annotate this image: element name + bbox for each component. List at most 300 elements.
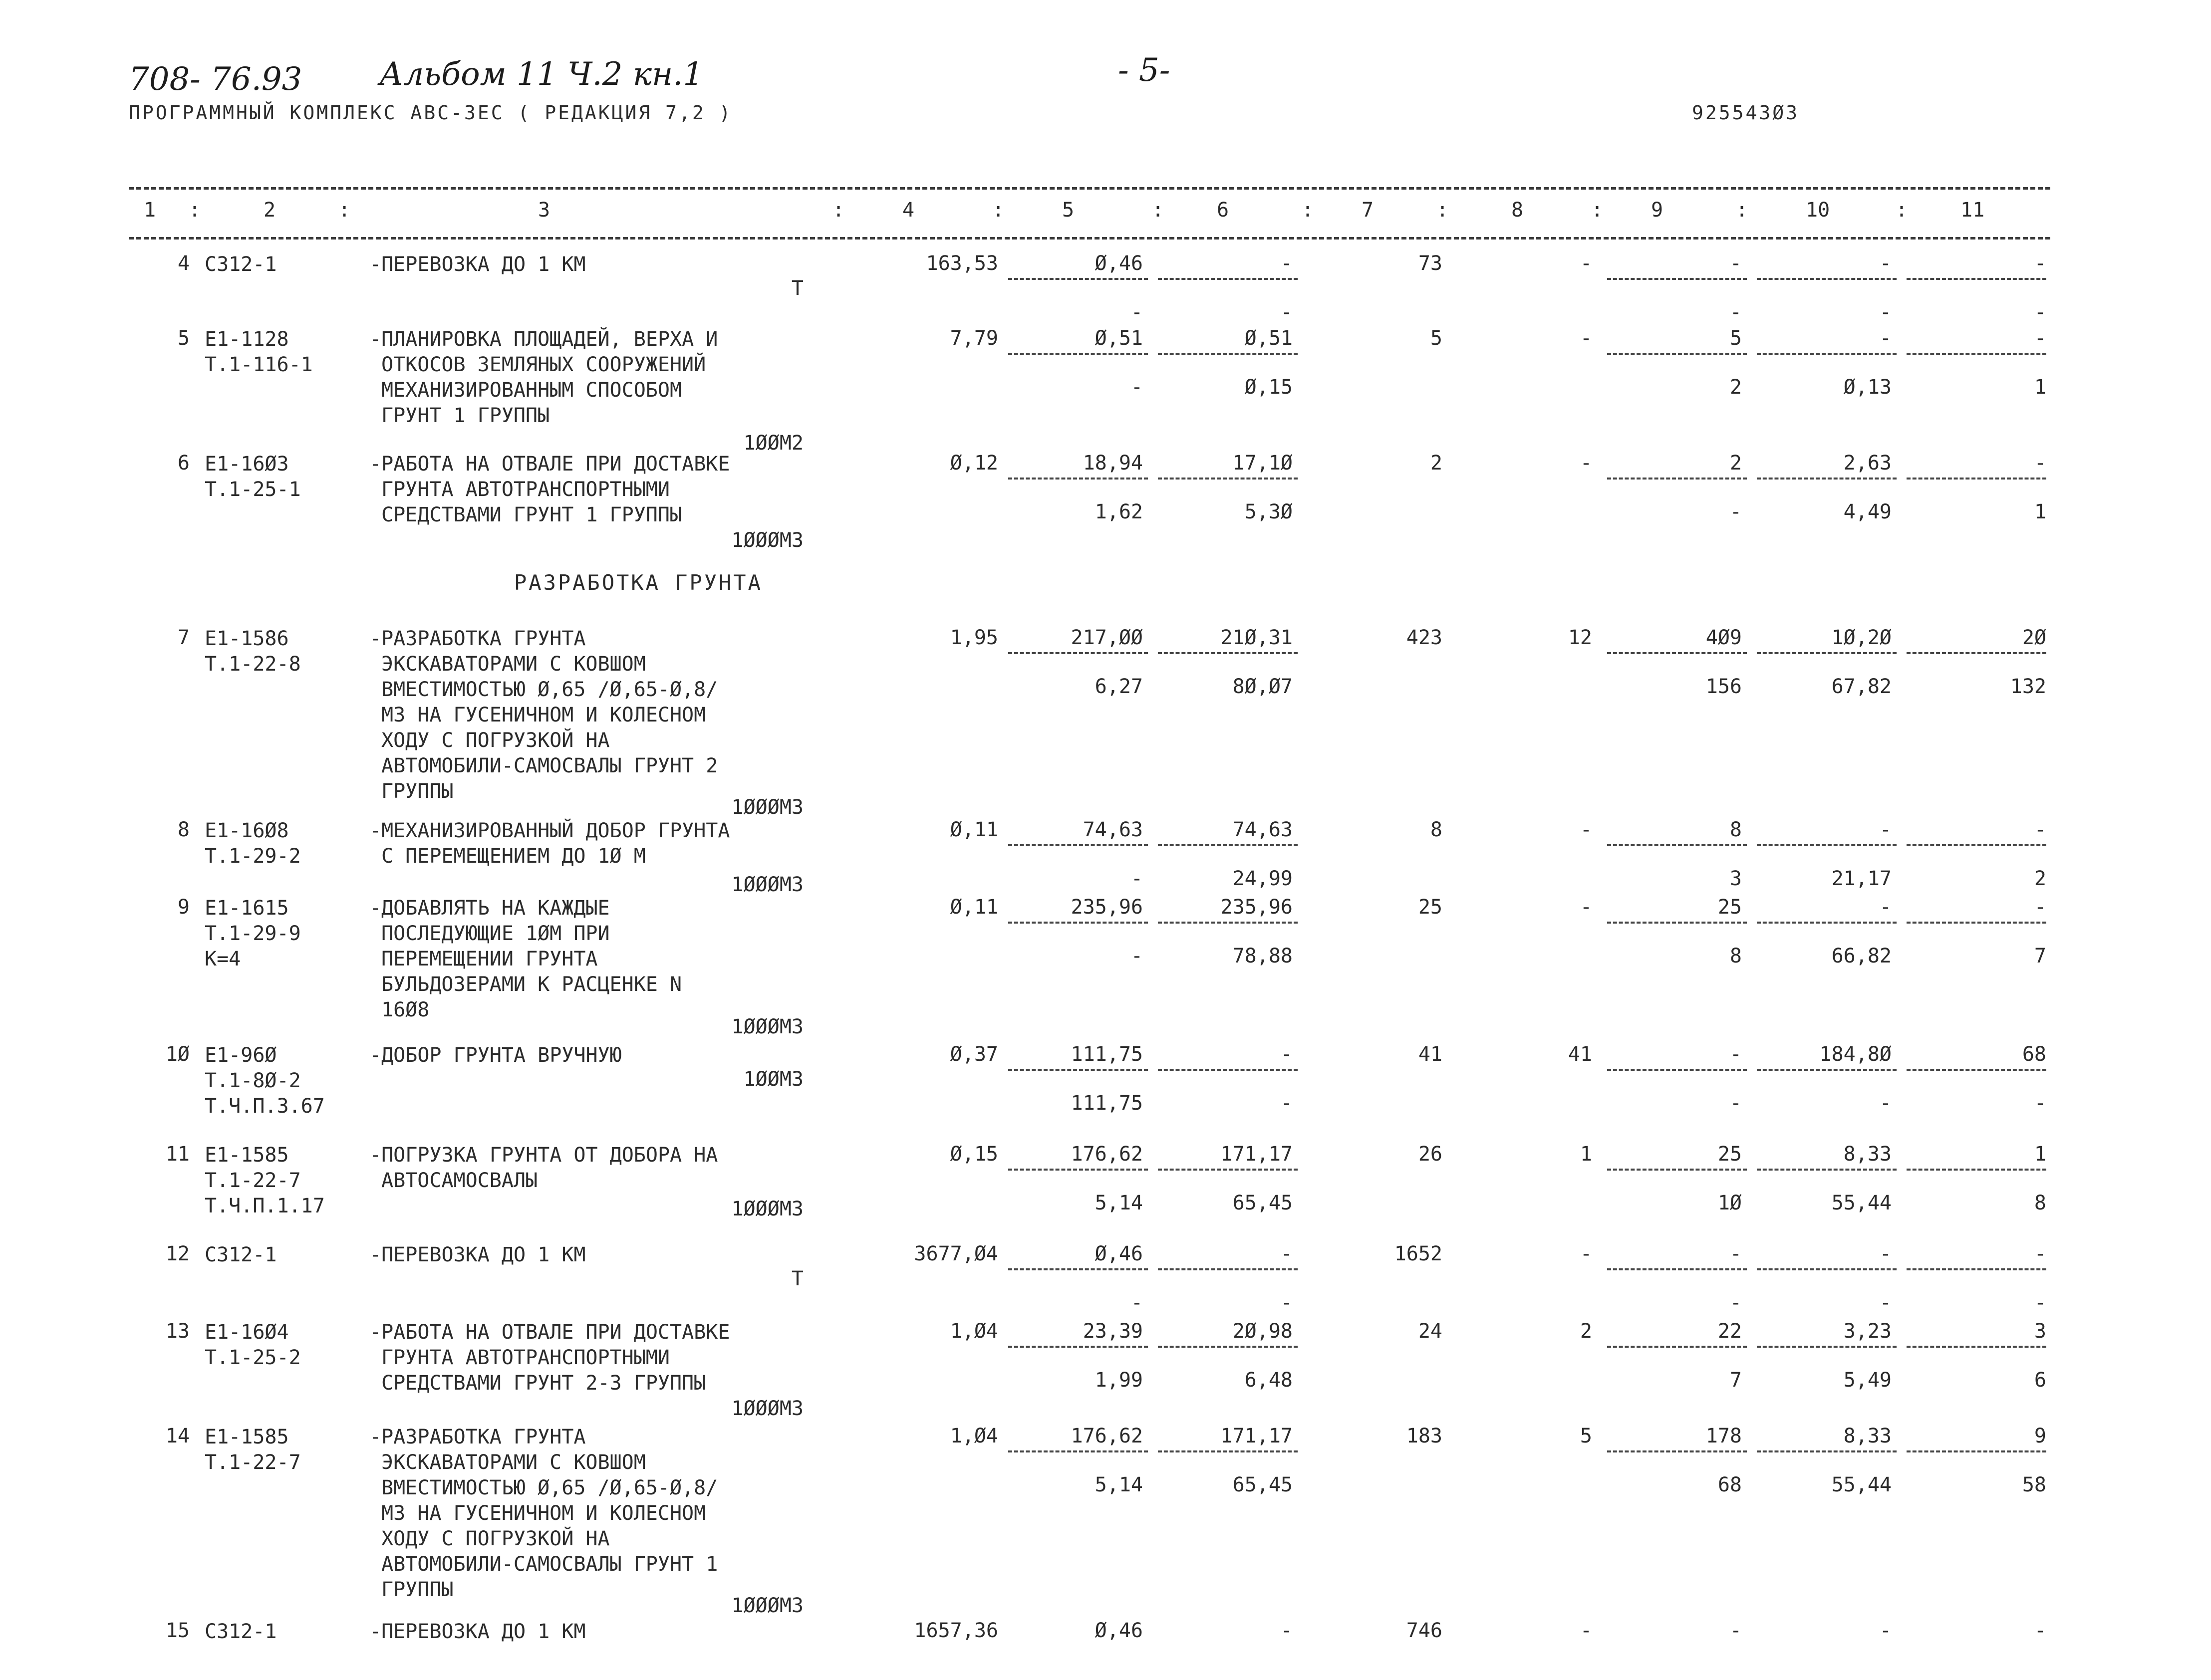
cell-divider [1757, 278, 1897, 280]
col5-value: Ø,51 [1095, 327, 1143, 350]
col6-value: 74,63 [1232, 818, 1293, 841]
col9-value: - [1729, 1043, 1742, 1066]
col-sep: : [832, 199, 845, 222]
col6-value: - [1280, 1619, 1293, 1642]
row-number: 7 [177, 626, 190, 649]
col7-value: 26 [1418, 1143, 1442, 1166]
col6-lower-value: - [1280, 1291, 1293, 1314]
col6-value: - [1280, 252, 1293, 275]
description-line: ГРУНТА АВТОТРАНСПОРТНЫМИ [381, 1346, 670, 1369]
col6-lower-value: 65,45 [1232, 1473, 1293, 1496]
col6-value: 171,17 [1220, 1425, 1293, 1447]
col5-value: 23,39 [1083, 1320, 1143, 1343]
header-bottom-rule [129, 237, 2050, 240]
col11-value: - [2034, 452, 2046, 475]
cell-divider [1008, 1169, 1148, 1171]
col-sep: : [1152, 199, 1164, 222]
description-line: ХОДУ С ПОГРУЗКОЙ НА [381, 1527, 610, 1550]
cell-divider [1008, 922, 1148, 924]
col9-value: 4Ø9 [1705, 626, 1742, 649]
col8-value: - [1580, 1242, 1592, 1265]
row-number: 14 [165, 1425, 190, 1447]
description-line: АВТОСАМОСВАЛЫ [381, 1169, 538, 1192]
quantity-value: 1657,36 [914, 1619, 998, 1642]
col7-value: 423 [1406, 626, 1442, 649]
description-line: М3 НА ГУСЕНИЧНОМ И КОЛЕСНОМ [381, 704, 706, 726]
col5-value: Ø,46 [1095, 1242, 1143, 1265]
norm-code-line: Е1-96Ø [205, 1044, 277, 1067]
col6-lower-value: 24,99 [1232, 867, 1293, 890]
col5-value: 176,62 [1071, 1425, 1143, 1447]
col10-value: - [1879, 896, 1892, 919]
col9-value: 178 [1705, 1425, 1742, 1447]
col-sep: : [1302, 199, 1314, 222]
description-line: -РАБОТА НА ОТВАЛЕ ПРИ ДОСТАВКЕ [369, 1321, 730, 1344]
cell-divider [1158, 1169, 1298, 1171]
cell-divider [1607, 922, 1747, 924]
quantity-value: 163,53 [926, 252, 998, 275]
col6-value: 2Ø,98 [1232, 1320, 1293, 1343]
quantity-value: Ø,11 [950, 818, 998, 841]
cell-divider [1907, 478, 2046, 480]
col11-value: 1 [2034, 1143, 2046, 1166]
col9-lower-value: - [1729, 1291, 1742, 1314]
unit-of-measure: 1ØØØМ3 [731, 1397, 804, 1420]
col-header: 6 [1217, 199, 1229, 222]
col8-value: - [1580, 896, 1592, 919]
col7-value: 24 [1418, 1320, 1442, 1343]
col6-lower-value: 6,48 [1244, 1369, 1293, 1392]
description-line: -РАЗРАБОТКА ГРУНТА [369, 1426, 586, 1448]
description-line: ГРУППЫ [381, 780, 454, 803]
section-title: РАЗРАБОТКА ГРУНТА [514, 570, 763, 595]
norm-code-line: Т.1-22-7 [205, 1169, 301, 1192]
norm-code [205, 452, 301, 502]
work-description [369, 1143, 718, 1194]
col-sep: : [1436, 199, 1449, 222]
row-number: 13 [165, 1320, 190, 1343]
col5-value: 176,62 [1071, 1143, 1143, 1166]
norm-code [205, 327, 313, 378]
norm-code-line: Т.Ч.П.3.67 [205, 1095, 325, 1118]
col11-value: - [2034, 252, 2046, 275]
col9-value: 5 [1729, 327, 1742, 350]
cell-divider [1158, 1346, 1298, 1348]
cell-divider [1158, 1268, 1298, 1270]
norm-code-line: Т.1-116-1 [205, 353, 313, 376]
row-number: 15 [165, 1619, 190, 1642]
col7-value: 8 [1430, 818, 1442, 841]
cell-divider [1907, 1069, 2046, 1071]
col5-lower-value: 111,75 [1071, 1092, 1143, 1115]
norm-code-line: С312-1 [205, 1620, 277, 1643]
unit-of-measure: 1ØØØМ3 [731, 1198, 804, 1220]
norm-code [205, 1143, 325, 1219]
col5-value: 74,63 [1083, 818, 1143, 841]
row-number: 11 [165, 1143, 190, 1166]
work-description [369, 1619, 585, 1645]
col7-value: 25 [1418, 896, 1442, 919]
col11-value: - [2034, 818, 2046, 841]
col8-value: 1 [1580, 1143, 1592, 1166]
norm-code-line: Е1-1585 [205, 1426, 289, 1448]
col9-value: - [1729, 1242, 1742, 1265]
col7-value: 41 [1418, 1043, 1442, 1066]
work-description [369, 452, 730, 528]
col-header: 3 [538, 199, 551, 222]
cell-divider [1008, 844, 1148, 846]
col5-lower-value: 5,14 [1095, 1473, 1143, 1496]
col10-lower-value: 55,44 [1831, 1473, 1892, 1496]
program-line: ПРОГРАММНЫЙ КОМПЛЕКС АВС-3ЕС ( РЕДАКЦИЯ 7,2 ) [129, 102, 733, 124]
col7-value: 183 [1406, 1425, 1442, 1447]
col11-value: 3 [2034, 1320, 2046, 1343]
cell-divider [1158, 1450, 1298, 1452]
col10-value: - [1879, 1619, 1892, 1642]
col9-lower-value: 3 [1729, 867, 1742, 890]
col11-value: 68 [2022, 1043, 2046, 1066]
cell-divider [1158, 922, 1298, 924]
col5-value: Ø,46 [1095, 252, 1143, 275]
col9-value: 22 [1717, 1320, 1742, 1343]
cell-divider [1757, 844, 1897, 846]
cell-divider [1158, 278, 1298, 280]
description-line: ПЕРЕМЕЩЕНИИ ГРУНТА [381, 948, 598, 970]
norm-code-line: Т.1-25-2 [205, 1346, 301, 1369]
col11-lower-value: 8 [2034, 1192, 2046, 1214]
col11-lower-value: - [2034, 1092, 2046, 1115]
col-sep: : [189, 199, 201, 222]
unit-of-measure: 1ØØØМ3 [731, 1594, 804, 1617]
cell-divider [1607, 278, 1747, 280]
col6-lower-value: 5,3Ø [1244, 500, 1293, 523]
cell-divider [1757, 1450, 1897, 1452]
norm-code-line: Т.1-29-9 [205, 922, 301, 945]
norm-code-line: Т.Ч.П.1.17 [205, 1195, 325, 1217]
cell-divider [1607, 652, 1747, 654]
col11-lower-value: 1 [2034, 500, 2046, 523]
col-header: 10 [1806, 199, 1830, 222]
cell-divider [1008, 1346, 1148, 1348]
col11-value: 2Ø [2022, 626, 2046, 649]
col-header: 1 [144, 199, 156, 222]
col6-lower-value: - [1280, 301, 1293, 324]
col5-lower-value: - [1130, 945, 1143, 967]
cell-divider [1907, 1268, 2046, 1270]
cell-divider [1757, 1346, 1897, 1348]
cell-divider [1158, 844, 1298, 846]
col5-lower-value: - [1130, 376, 1143, 399]
work-description [369, 1242, 585, 1268]
col11-value: - [2034, 1242, 2046, 1265]
cell-divider [1757, 1169, 1897, 1171]
col-header: 2 [264, 199, 276, 222]
col8-value: - [1580, 252, 1592, 275]
col8-value: 41 [1568, 1043, 1592, 1066]
col6-lower-value: 8Ø,Ø7 [1232, 675, 1293, 698]
col11-lower-value: 2 [2034, 867, 2046, 890]
col6-value: 171,17 [1220, 1143, 1293, 1166]
cell-divider [1757, 1268, 1897, 1270]
col9-lower-value: 8 [1729, 945, 1742, 967]
cell-divider [1158, 478, 1298, 480]
row-number: 9 [177, 896, 190, 919]
col5-value: 235,96 [1071, 896, 1143, 919]
cell-divider [1907, 353, 2046, 355]
norm-code-line: Т.1-22-7 [205, 1451, 301, 1474]
description-line: ВМЕСТИМОСТЬЮ Ø,65 /Ø,65-Ø,8/ [381, 1476, 718, 1499]
col5-lower-value: 1,62 [1095, 500, 1143, 523]
document-number: 708- 76.93 [129, 61, 302, 98]
cell-divider [1607, 1169, 1747, 1171]
cell-divider [1907, 278, 2046, 280]
col11-lower-value: - [2034, 301, 2046, 324]
description-line: ПОСЛЕДУЮЩИЕ 1ØМ ПРИ [381, 922, 610, 945]
cell-divider [1607, 353, 1747, 355]
cell-divider [1008, 1450, 1148, 1452]
col10-lower-value: - [1879, 1092, 1892, 1115]
col-sep: : [1896, 199, 1908, 222]
unit-of-measure: Т [791, 277, 804, 300]
quantity-value: 1,Ø4 [950, 1320, 998, 1343]
norm-code-line: Е1-1128 [205, 328, 289, 351]
unit-of-measure: 1ØØØМ3 [731, 873, 804, 896]
col11-value: - [2034, 1619, 2046, 1642]
cell-divider [1757, 478, 1897, 480]
norm-code-line: С312-1 [205, 253, 277, 276]
col5-value: 111,75 [1071, 1043, 1143, 1066]
col8-value: 5 [1580, 1425, 1592, 1447]
col8-value: - [1580, 818, 1592, 841]
cell-divider [1607, 1346, 1747, 1348]
col-header: 7 [1362, 199, 1374, 222]
norm-code-line: Т.1-8Ø-2 [205, 1069, 301, 1092]
cell-divider [1757, 922, 1897, 924]
row-number: 8 [177, 818, 190, 841]
description-line: ЭКСКАВАТОРАМИ С КОВШОМ [381, 653, 646, 676]
col6-value: 17,1Ø [1232, 452, 1293, 475]
col-sep: : [1736, 199, 1748, 222]
col6-lower-value: - [1280, 1092, 1293, 1115]
description-line: М3 НА ГУСЕНИЧНОМ И КОЛЕСНОМ [381, 1502, 706, 1525]
cell-divider [1907, 1169, 2046, 1171]
col9-value: 25 [1717, 896, 1742, 919]
description-line: -МЕХАНИЗИРОВАННЫЙ ДОБОР ГРУНТА [369, 819, 730, 842]
row-number: 5 [177, 327, 190, 350]
description-line: -ДОБОР ГРУНТА ВРУЧНУЮ [369, 1044, 622, 1067]
col6-lower-value: 78,88 [1232, 945, 1293, 967]
cell-divider [1907, 652, 2046, 654]
quantity-value: 1,Ø4 [950, 1425, 998, 1447]
col11-lower-value: 7 [2034, 945, 2046, 967]
col8-value: 2 [1580, 1320, 1592, 1343]
quantity-value: Ø,11 [950, 896, 998, 919]
row-number: 6 [177, 452, 190, 475]
cell-divider [1158, 1069, 1298, 1071]
col8-value: - [1580, 452, 1592, 475]
col11-lower-value: 1 [2034, 376, 2046, 399]
col10-value: 8,33 [1843, 1425, 1892, 1447]
col6-value: 21Ø,31 [1220, 626, 1293, 649]
col10-value: 3,23 [1843, 1320, 1892, 1343]
col5-lower-value: 1,99 [1095, 1369, 1143, 1392]
col5-value: 18,94 [1083, 452, 1143, 475]
description-line: МЕХАНИЗИРОВАННЫМ СПОСОБОМ [381, 379, 682, 402]
cell-divider [1907, 922, 2046, 924]
description-line: СРЕДСТВАМИ ГРУНТ 1 ГРУППЫ [381, 503, 682, 526]
norm-code-line: Т.1-25-1 [205, 478, 301, 501]
col8-value: - [1580, 327, 1592, 350]
col-header: 8 [1511, 199, 1524, 222]
work-description [369, 1320, 730, 1396]
description-line: ГРУНТ 1 ГРУППЫ [381, 404, 550, 427]
description-line: АВТОМОБИЛИ-САМОСВАЛЫ ГРУНТ 2 [381, 754, 718, 777]
description-line: ОТКОСОВ ЗЕМЛЯНЫХ СООРУЖЕНИЙ [381, 353, 706, 376]
norm-code-line: Е1-1615 [205, 897, 289, 920]
description-line: -ПЕРЕВОЗКА ДО 1 КМ [369, 1620, 586, 1643]
unit-of-measure: 1ØØØМ3 [731, 1015, 804, 1038]
cell-divider [1907, 1450, 2046, 1452]
col9-lower-value: - [1729, 301, 1742, 324]
col10-lower-value: 21,17 [1831, 867, 1892, 890]
cell-divider [1008, 1268, 1148, 1270]
col10-value: - [1879, 1242, 1892, 1265]
col10-lower-value: 66,82 [1831, 945, 1892, 967]
unit-of-measure: 1ØØØМ3 [731, 796, 804, 819]
norm-code-line: К=4 [205, 948, 241, 970]
cell-divider [1907, 1346, 2046, 1348]
cell-divider [1008, 278, 1148, 280]
album-label: Альбом 11 Ч.2 кн.1 [379, 56, 704, 93]
norm-code [205, 1425, 301, 1475]
col9-lower-value: - [1729, 1092, 1742, 1115]
col5-value: Ø,46 [1095, 1619, 1143, 1642]
col6-value: Ø,51 [1244, 327, 1293, 350]
col8-value: - [1580, 1619, 1592, 1642]
col11-lower-value: 58 [2022, 1473, 2046, 1496]
description-line: -ПЕРЕВОЗКА ДО 1 КМ [369, 253, 586, 276]
cell-divider [1757, 353, 1897, 355]
norm-code [205, 818, 301, 869]
description-line: -РАЗРАБОТКА ГРУНТА [369, 627, 586, 650]
cell-divider [1607, 1069, 1747, 1071]
description-line: -ПЛАНИРОВКА ПЛОЩАДЕЙ, ВЕРХА И [369, 328, 718, 351]
description-line: БУЛЬДОЗЕРАМИ К РАСЦЕНКЕ N [381, 973, 682, 996]
quantity-value: Ø,12 [950, 452, 998, 475]
unit-of-measure: 1ØØØМ3 [731, 529, 804, 552]
work-description [369, 252, 585, 277]
col10-lower-value: 67,82 [1831, 675, 1892, 698]
description-line: -ПОГРУЗКА ГРУНТА ОТ ДОБОРА НА [369, 1144, 718, 1167]
col11-value: 9 [2034, 1425, 2046, 1447]
col11-lower-value: - [2034, 1291, 2046, 1314]
header-top-rule [129, 187, 2050, 190]
norm-code [205, 1320, 301, 1371]
norm-code [205, 1619, 277, 1645]
work-description [369, 1425, 718, 1603]
row-number: 12 [165, 1242, 190, 1265]
cell-divider [1907, 844, 2046, 846]
row-number: 1Ø [165, 1043, 190, 1066]
unit-of-measure: Т [791, 1267, 804, 1290]
description-line: СРЕДСТВАМИ ГРУНТ 2-3 ГРУППЫ [381, 1372, 706, 1395]
col9-lower-value: 7 [1729, 1369, 1742, 1392]
cell-divider [1607, 478, 1747, 480]
col10-value: 1Ø,2Ø [1831, 626, 1892, 649]
description-line: ВМЕСТИМОСТЬЮ Ø,65 /Ø,65-Ø,8/ [381, 678, 718, 701]
col11-value: - [2034, 327, 2046, 350]
col9-value: - [1729, 1619, 1742, 1642]
description-line: -ПЕРЕВОЗКА ДО 1 КМ [369, 1243, 586, 1266]
cell-divider [1607, 1268, 1747, 1270]
description-line: С ПЕРЕМЕЩЕНИЕМ ДО 1Ø М [381, 845, 646, 868]
norm-code-line: Т.1-22-8 [205, 653, 301, 676]
description-line: ГРУППЫ [381, 1578, 454, 1601]
cell-divider [1158, 652, 1298, 654]
col10-lower-value: 4,49 [1843, 500, 1892, 523]
col-header: 9 [1651, 199, 1663, 222]
col5-lower-value: 6,27 [1095, 675, 1143, 698]
col-sep: : [338, 199, 351, 222]
col11-value: - [2034, 896, 2046, 919]
col9-lower-value: - [1729, 500, 1742, 523]
col6-value: - [1280, 1242, 1293, 1265]
cell-divider [1607, 844, 1747, 846]
col10-lower-value: 5,49 [1843, 1369, 1892, 1392]
norm-code-line: Е1-16Ø3 [205, 453, 289, 476]
work-description [369, 626, 718, 804]
col9-lower-value: 1Ø [1717, 1192, 1742, 1214]
col6-value: - [1280, 1043, 1293, 1066]
work-description [369, 1043, 622, 1068]
cell-divider [1158, 353, 1298, 355]
col6-lower-value: 65,45 [1232, 1192, 1293, 1214]
col7-value: 73 [1418, 252, 1442, 275]
col9-lower-value: 156 [1705, 675, 1742, 698]
unit-of-measure: 1ØØМ2 [743, 432, 804, 455]
description-line: АВТОМОБИЛИ-САМОСВАЛЫ ГРУНТ 1 [381, 1553, 718, 1576]
col10-lower-value: - [1879, 301, 1892, 324]
description-line: ЭКСКАВАТОРАМИ С КОВШОМ [381, 1451, 646, 1474]
col10-lower-value: 55,44 [1831, 1192, 1892, 1214]
col-header: 4 [902, 199, 915, 222]
col9-value: 2 [1729, 452, 1742, 475]
col9-lower-value: 68 [1717, 1473, 1742, 1496]
col5-lower-value: 5,14 [1095, 1192, 1143, 1214]
description-line: ХОДУ С ПОГРУЗКОЙ НА [381, 729, 610, 752]
col7-value: 5 [1430, 327, 1442, 350]
col11-lower-value: 6 [2034, 1369, 2046, 1392]
col10-value: - [1879, 818, 1892, 841]
col5-lower-value: - [1130, 867, 1143, 890]
col10-value: 8,33 [1843, 1143, 1892, 1166]
quantity-value: Ø,15 [950, 1143, 998, 1166]
quantity-value: Ø,37 [950, 1043, 998, 1066]
cell-divider [1008, 1069, 1148, 1071]
col7-value: 2 [1430, 452, 1442, 475]
quantity-value: 3677,Ø4 [914, 1242, 998, 1265]
cell-divider [1757, 652, 1897, 654]
norm-code [205, 1043, 325, 1119]
col-header: 11 [1960, 199, 1985, 222]
description-line: ГРУНТА АВТОТРАНСПОРТНЫМИ [381, 478, 670, 501]
col10-lower-value: - [1879, 1291, 1892, 1314]
row-number: 4 [177, 252, 190, 275]
description-line: -ДОБАВЛЯТЬ НА КАЖДЫЕ [369, 897, 610, 920]
col7-value: 1652 [1394, 1242, 1442, 1265]
col10-value: 2,63 [1843, 452, 1892, 475]
col6-lower-value: Ø,15 [1244, 376, 1293, 399]
